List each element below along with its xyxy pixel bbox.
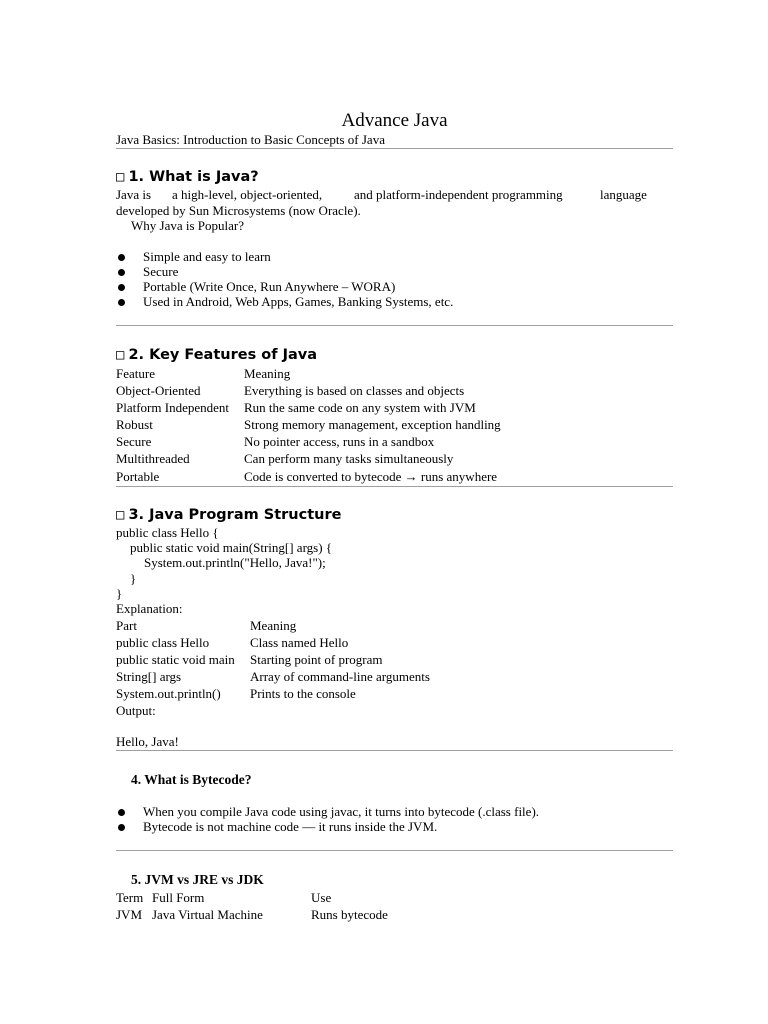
divider bbox=[116, 850, 673, 851]
explanation-label: Explanation: bbox=[116, 601, 183, 616]
document-subtitle: Java Basics: Introduction to Basic Concepts of Java bbox=[116, 132, 385, 147]
paragraph-word-group: a high-level, object-oriented, bbox=[172, 187, 323, 202]
output-value: Hello, Java! bbox=[116, 734, 179, 749]
paragraph-word-group: language bbox=[600, 187, 647, 202]
bullet-icon bbox=[118, 809, 125, 816]
why-popular-label: Why Java is Popular? bbox=[131, 218, 245, 233]
checkbox-icon: □ bbox=[116, 507, 125, 523]
paragraph-word-group: and platform-independent programming bbox=[354, 187, 563, 202]
bullet-icon bbox=[118, 824, 125, 831]
bullet-icon bbox=[118, 269, 125, 276]
checkbox-icon: □ bbox=[116, 169, 125, 185]
section-1-heading bbox=[116, 169, 259, 185]
document-title: Advance Java bbox=[341, 110, 448, 131]
code-line: } bbox=[116, 586, 123, 601]
code-line: public class Hello { bbox=[116, 525, 219, 540]
section-3-heading-text: 3. Java Program Structure bbox=[128, 507, 342, 523]
divider bbox=[116, 325, 673, 326]
code-line: } bbox=[130, 571, 137, 586]
bullet-icon bbox=[118, 299, 125, 306]
section-1-heading-text: 1. What is Java? bbox=[128, 169, 259, 185]
section-2-heading bbox=[116, 347, 317, 363]
section-2-heading-text: 2. Key Features of Java bbox=[128, 347, 317, 363]
bullet-icon bbox=[118, 254, 125, 261]
section-4-heading: 4. What is Bytecode? bbox=[131, 772, 252, 787]
code-line: System.out.println("Hello, Java!"); bbox=[144, 555, 326, 570]
code-line: public static void main(String[] args) { bbox=[130, 540, 333, 555]
divider bbox=[116, 148, 673, 149]
section-1-paragraph-line-1 bbox=[116, 187, 673, 204]
output-label: Output: bbox=[116, 703, 156, 718]
section-3-heading bbox=[116, 507, 341, 523]
bullet-icon bbox=[118, 284, 125, 291]
paragraph-word-group: Java is bbox=[116, 187, 152, 202]
section-1-paragraph-line-2: developed by Sun Microsystems (now Oracle). bbox=[116, 203, 361, 218]
section-5-heading: 5. JVM vs JRE vs JDK bbox=[131, 872, 264, 887]
checkbox-icon: □ bbox=[116, 347, 125, 363]
divider bbox=[116, 486, 673, 487]
divider bbox=[116, 750, 673, 751]
